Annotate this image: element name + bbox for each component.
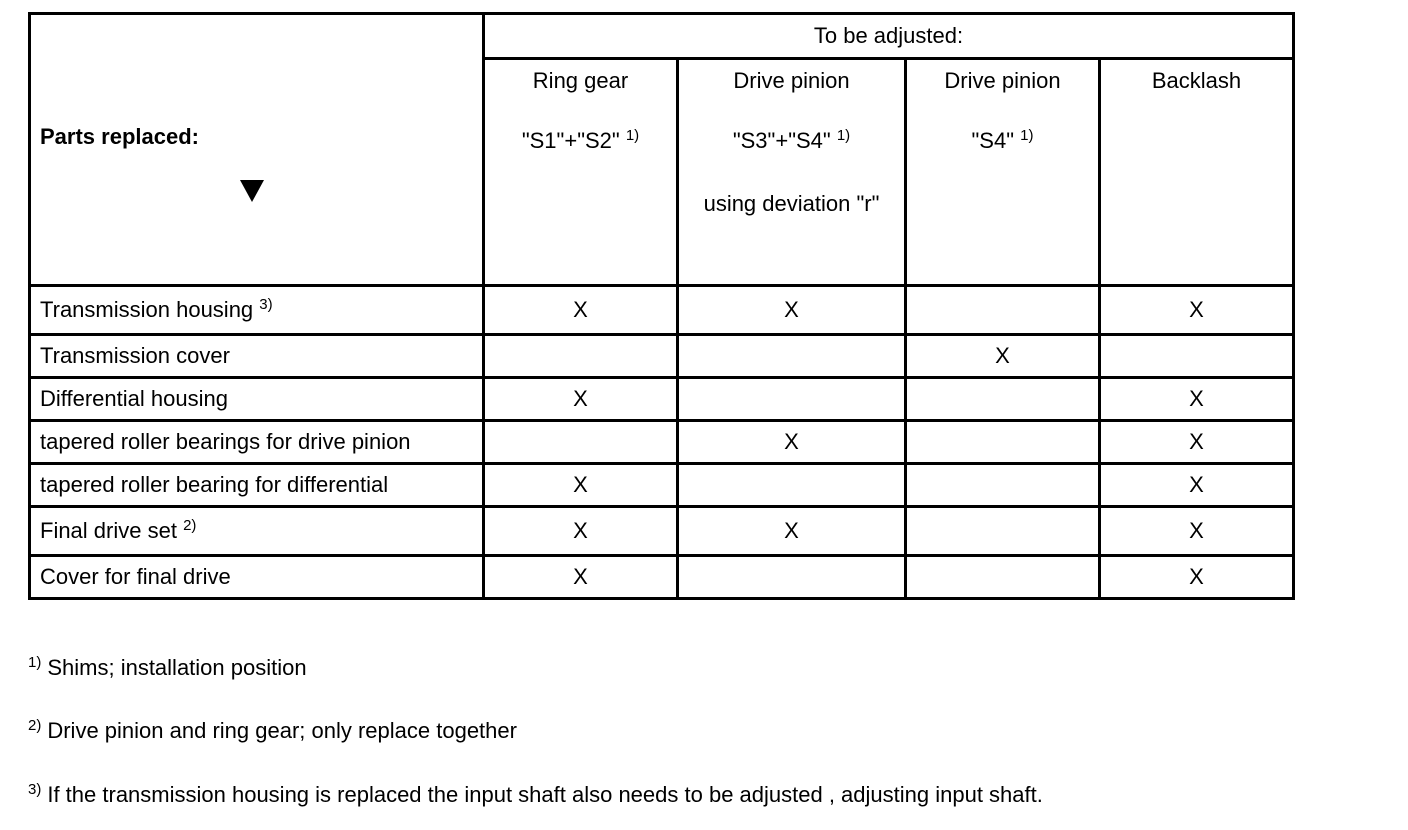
mark-cell: X [678,507,906,556]
column-title: Drive pinion [944,68,1061,93]
mark-cell [906,421,1100,464]
table-row [30,507,1294,556]
column-header-drive-pinion-s4 [906,59,1100,286]
column-note: using deviation "r" [703,190,880,216]
row-part: Differential housing [30,378,484,421]
footnote-number: 3) [28,781,42,798]
mark-cell: X [1100,464,1294,507]
mark-cell [678,464,906,507]
mark-cell: X [906,335,1100,378]
footnote-text: Drive pinion and ring gear; only replace together [47,718,517,743]
footnote-number: 1) [28,654,42,671]
row-part: tapered roller bearing for differential [30,464,484,507]
parts-replaced-label: Parts replaced: [40,123,199,149]
table-row [30,378,1294,421]
column-title: Backlash [1151,68,1242,93]
table-row [30,335,1294,378]
row-part: Transmission cover [30,335,484,378]
adjustment-table [28,12,1295,600]
parts-replaced-header [30,14,484,286]
mark-cell: X [1100,378,1294,421]
mark-cell [678,335,906,378]
mark-cell: X [484,378,678,421]
footnote-text: Shims; installation position [47,655,307,680]
column-header-drive-pinion-s3-s4 [678,59,906,286]
row-part: tapered roller bearings for drive pinion [30,421,484,464]
table-row [30,286,1294,335]
row-part: Transmission housing $^{3)}$ [30,286,484,335]
table-row [30,464,1294,507]
column-shims: "S1"+"S2" $^{1)}$ [521,127,640,154]
mark-cell [906,507,1100,556]
mark-cell: X [678,421,906,464]
table-row [30,421,1294,464]
mark-cell: X [1100,556,1294,599]
column-header-ring-gear [484,59,678,286]
mark-cell: X [1100,421,1294,464]
to-be-adjusted-header: To be adjusted: [484,14,1294,59]
row-part: Final drive set $^{2)}$ [30,507,484,556]
column-header-backlash [1100,59,1294,286]
mark-cell [906,286,1100,335]
footnote-2 [28,718,517,744]
column-shims: "S4" $^{1)}$ [971,127,1034,154]
mark-cell [906,378,1100,421]
mark-cell [906,556,1100,599]
column-shims: "S3"+"S4" $^{1)}$ [732,127,851,154]
mark-cell [678,378,906,421]
table-row [30,556,1294,599]
column-title: Drive pinion [733,68,850,93]
down-arrow-icon [240,180,264,202]
mark-cell [484,335,678,378]
column-title: Ring gear [532,68,629,93]
mark-cell: X [484,507,678,556]
footnote-number: 2) [28,717,42,734]
footnote-text: If the transmission housing is replaced the input shaft also needs to be adjusted , adjusting input shaft. [47,782,1043,807]
mark-cell: X [484,286,678,335]
mark-cell: X [484,556,678,599]
row-part: Cover for final drive [30,556,484,599]
mark-cell: X [1100,286,1294,335]
mark-cell [484,421,678,464]
mark-cell: X [484,464,678,507]
mark-cell: X [1100,507,1294,556]
mark-cell [1100,335,1294,378]
footnote-1 [28,655,307,681]
mark-cell: X [678,286,906,335]
mark-cell [678,556,906,599]
footnote-3 [28,782,1043,808]
mark-cell [906,464,1100,507]
